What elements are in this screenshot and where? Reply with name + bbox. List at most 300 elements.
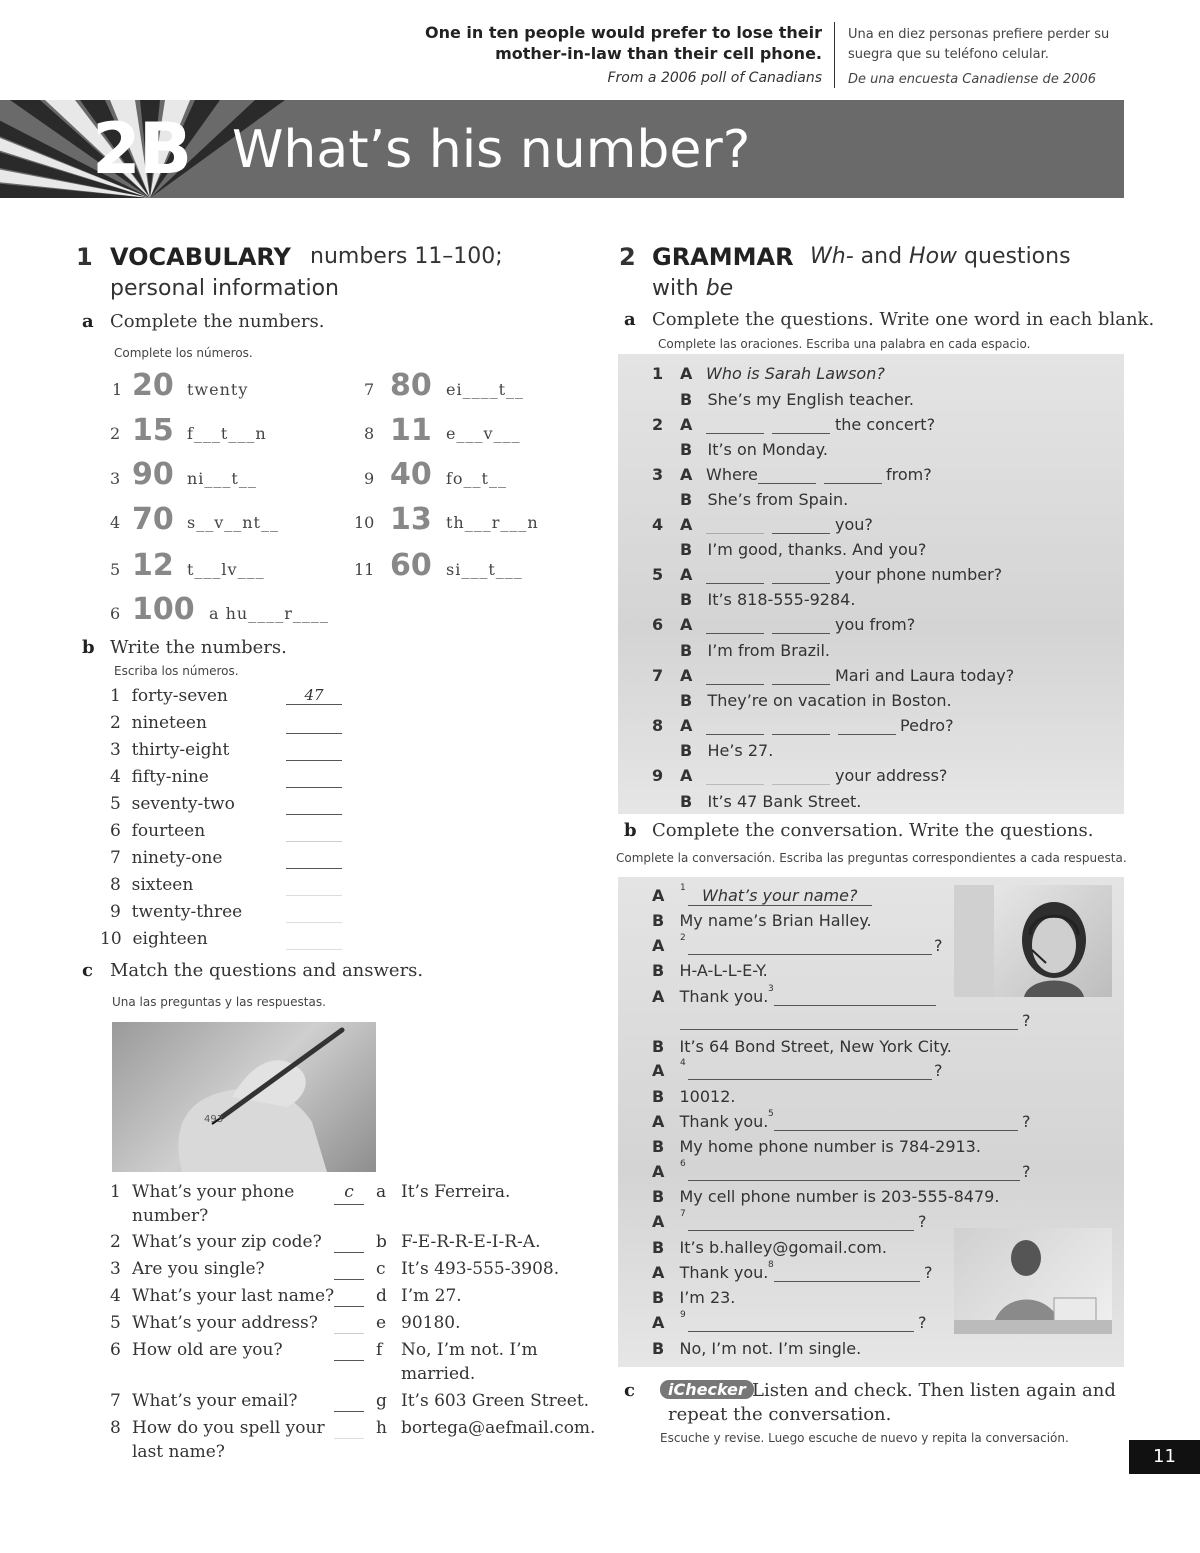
answer-letter: h <box>376 1418 387 1438</box>
number-word-blank[interactable]: th___r___n <box>446 513 539 532</box>
woman-illustration <box>954 885 1112 997</box>
word-row <box>110 713 350 733</box>
answer-text: It’s Ferreira. <box>401 1182 511 1202</box>
number-word: nineteen <box>131 713 207 733</box>
instruction-es: Escriba los números. <box>114 664 239 678</box>
question-mark: ? <box>1022 1011 1031 1030</box>
question-mark: ? <box>1022 1112 1031 1131</box>
conversation-line <box>652 1310 952 1332</box>
answer-blank[interactable] <box>286 713 342 734</box>
answer-blank[interactable] <box>334 1284 364 1307</box>
answer-blank[interactable] <box>334 1416 364 1439</box>
conversation-text: I’m 23. <box>679 1288 736 1307</box>
instruction-es: Complete los números. <box>114 346 253 360</box>
question-mark: ? <box>934 936 943 955</box>
number-word: fifty-nine <box>131 767 209 787</box>
speaker-b: B <box>652 911 665 930</box>
answer-text: I’m good, thanks. And you? <box>707 540 927 559</box>
item-number: 9 <box>652 766 664 785</box>
answer-blank[interactable]: c <box>334 1180 364 1205</box>
question-mark: ? <box>918 1212 927 1231</box>
number-word-blank[interactable]: ni___t__ <box>187 469 257 488</box>
speaker-a: A <box>652 1212 665 1231</box>
speaker-b: B <box>652 1288 665 1307</box>
item-number: 9 <box>110 902 121 922</box>
number-word-blank[interactable]: e___v___ <box>446 424 521 443</box>
item-number: 5 <box>110 560 121 579</box>
answer-text: She’s my English teacher. <box>707 390 915 409</box>
question-text: from? <box>886 465 932 484</box>
speaker-b: B <box>680 741 693 760</box>
question-text: number? <box>132 1206 209 1226</box>
conversation-line <box>652 1087 735 1106</box>
conversation-line <box>652 1288 735 1307</box>
conversation-text: Thank you. <box>679 1263 769 1282</box>
section-heading: VOCABULARY <box>110 243 291 271</box>
answer-letter: d <box>376 1286 387 1306</box>
how-word: How <box>909 244 958 269</box>
quote-line-2: mother-in-law than their cell phone. <box>495 44 822 63</box>
item-number: 7 <box>110 1391 121 1411</box>
item-number: 9 <box>364 469 375 488</box>
number-word: thirty-eight <box>131 740 230 760</box>
big-number: 60 <box>390 548 432 583</box>
answer-letter: b <box>376 1232 387 1252</box>
conversation-line <box>652 1209 952 1231</box>
speaker-b: B <box>680 641 693 660</box>
question-text: your phone number? <box>835 565 1003 584</box>
big-number: 15 <box>132 413 174 448</box>
answer-blank[interactable] <box>680 1011 1018 1030</box>
answer-line-8 <box>680 741 773 760</box>
big-number: 70 <box>132 502 174 537</box>
question-text: Pedro? <box>900 716 954 735</box>
question-item-8 <box>652 716 1112 735</box>
big-number: 100 <box>132 592 195 627</box>
conversation-text: Thank you. <box>679 1112 769 1131</box>
number-word-blank[interactable]: a hu____r____ <box>209 604 329 623</box>
speaker-a: A <box>652 1112 665 1131</box>
word-row <box>110 821 350 841</box>
answer-letter: f <box>376 1340 383 1360</box>
answer-blank[interactable] <box>286 767 342 788</box>
item-number: 5 <box>652 565 664 584</box>
page-number: 11 <box>1129 1440 1200 1474</box>
answer-blank[interactable] <box>688 1212 914 1231</box>
item-number: 3 <box>110 469 121 488</box>
answer-blank[interactable] <box>334 1230 364 1253</box>
answer-text: She’s from Spain. <box>707 490 849 509</box>
answer-line-5 <box>680 590 855 609</box>
speaker-b: B <box>680 691 693 710</box>
number-word-blank[interactable]: f___t___n <box>187 424 267 443</box>
question-item-6 <box>652 615 1112 634</box>
line-number: 7 <box>680 1209 686 1219</box>
step-letter: c <box>82 960 93 981</box>
item-number: 8 <box>364 424 375 443</box>
instruction-es: Una las preguntas y las respuestas. <box>112 995 326 1009</box>
question-item-2 <box>652 415 1112 434</box>
item-number: 8 <box>110 1418 121 1438</box>
word-row <box>110 767 350 787</box>
question-item-5 <box>652 565 1112 584</box>
number-word: twenty <box>187 380 249 399</box>
section-subheading-2 <box>652 276 733 301</box>
quote-line-1: One in ten people would prefer to lose their <box>424 23 822 42</box>
big-number: 80 <box>390 368 432 403</box>
speaker-a: A <box>652 886 665 905</box>
svg-text:493: 493 <box>204 1114 224 1125</box>
answer-text: He’s 27. <box>707 741 774 760</box>
question-text: Mari and Laura today? <box>835 666 1015 685</box>
question-item-1 <box>652 364 1112 383</box>
woman-headset-photo <box>954 885 1112 997</box>
section-number: 1 <box>76 243 93 271</box>
big-number: 20 <box>132 368 174 403</box>
number-word-blank[interactable]: t___lv___ <box>187 560 265 579</box>
ichecker-badge[interactable] <box>660 1380 754 1399</box>
item-number: 7 <box>652 666 664 685</box>
answer-blank[interactable] <box>688 1313 914 1332</box>
instruction: Complete the questions. Write one word in each blank. <box>652 309 1155 330</box>
speaker-a: A <box>652 1263 665 1282</box>
answer-blank[interactable] <box>286 821 342 842</box>
question-item-4 <box>652 515 1112 534</box>
blank-field[interactable] <box>772 716 830 735</box>
wh-word: Wh- <box>810 244 854 269</box>
blank-field[interactable] <box>706 716 764 735</box>
word-row <box>110 875 350 895</box>
big-number: 40 <box>390 457 432 492</box>
answer-text: No, I’m not. I’m <box>401 1340 538 1360</box>
number-word-blank[interactable]: si___t___ <box>446 560 523 579</box>
blank-field[interactable] <box>706 615 764 634</box>
answer-text: bortega@aefmail.com. <box>401 1418 596 1438</box>
conversation-line <box>652 911 872 930</box>
blank-field[interactable] <box>772 515 830 534</box>
question-word: Where <box>706 465 758 484</box>
instruction-2: repeat the conversation. <box>668 1404 892 1425</box>
instruction: Complete the conversation. Write the questions. <box>652 820 1094 841</box>
conversation-text: H-A-L-L-E-Y. <box>679 961 768 980</box>
answer-text: married. <box>401 1364 476 1384</box>
question-text[interactable]: Who is Sarah Lawson? <box>706 364 885 383</box>
speaker-b: B <box>652 1037 665 1056</box>
answer-blank[interactable] <box>334 1338 364 1361</box>
question-text: you from? <box>835 615 916 634</box>
answer-blank[interactable] <box>688 1162 1020 1181</box>
blank-field[interactable] <box>772 666 830 685</box>
question-text: last name? <box>132 1442 225 1462</box>
answer-blank[interactable] <box>334 1311 364 1334</box>
step-letter: b <box>82 637 95 658</box>
item-number: 2 <box>110 1232 121 1252</box>
instruction: Listen and check. Then listen again and <box>752 1380 1116 1401</box>
item-number: 2 <box>110 424 121 443</box>
section-heading: GRAMMAR <box>652 243 794 271</box>
section-subheading-2: personal information <box>110 276 339 301</box>
answer-text: 90180. <box>401 1313 461 1333</box>
speaker-b: B <box>680 390 693 409</box>
speaker-a: A <box>680 666 693 685</box>
item-number: 6 <box>110 1340 121 1360</box>
item-number: 4 <box>110 1286 121 1306</box>
line-number: 4 <box>680 1058 686 1068</box>
conversation-line <box>652 1339 861 1358</box>
and-word: and <box>860 244 903 269</box>
speaker-b: B <box>680 792 693 811</box>
answer-text: F-E-R-R-E-I-R-A. <box>401 1232 541 1252</box>
question-mark: ? <box>918 1313 927 1332</box>
number-word: seventy-two <box>131 794 235 814</box>
number-word: eighteen <box>132 929 208 949</box>
number-word-blank[interactable]: s__v__nt__ <box>187 513 279 532</box>
step-letter: a <box>82 311 94 332</box>
question-text: your address? <box>835 766 948 785</box>
answer-line-7 <box>680 691 952 710</box>
item-number: 10 <box>354 513 375 532</box>
word-row <box>110 686 350 706</box>
step-letter: a <box>624 309 636 330</box>
speaker-a: A <box>680 415 693 434</box>
question-text: What’s your phone <box>132 1182 295 1202</box>
speaker-b: B <box>680 590 693 609</box>
conversation-text: My name’s Brian Halley. <box>679 911 872 930</box>
number-word: sixteen <box>131 875 194 895</box>
section-subheading <box>810 244 1071 269</box>
item-number: 4 <box>110 767 121 787</box>
question-text: How do you spell your <box>132 1418 325 1438</box>
speaker-b: B <box>652 1137 665 1156</box>
item-number: 3 <box>110 740 121 760</box>
blank-field[interactable] <box>706 415 764 434</box>
conversation-text: 10012. <box>679 1087 736 1106</box>
speaker-b: B <box>652 1339 665 1358</box>
item-number: 11 <box>354 560 375 579</box>
item-number: 4 <box>110 513 121 532</box>
section-number: 2 <box>619 243 636 271</box>
step-letter: c <box>624 1380 635 1401</box>
line-number: 2 <box>680 933 686 943</box>
conversation-line <box>652 961 768 980</box>
blank-field[interactable] <box>706 565 764 584</box>
item-number: 2 <box>652 415 664 434</box>
blank-field[interactable] <box>772 766 830 785</box>
question-text: you? <box>835 515 873 534</box>
question-text: What’s your address? <box>132 1313 318 1333</box>
blank-field[interactable] <box>758 465 816 484</box>
quote-source-es: De una encuesta Canadiense de 2006 <box>848 72 1097 87</box>
question-item-7 <box>652 666 1112 685</box>
number-word: fourteen <box>131 821 206 841</box>
answer-text: It’s 47 Bank Street. <box>707 792 862 811</box>
answer-text: It’s 818-555-9284. <box>707 590 856 609</box>
speaker-b: B <box>652 1238 665 1257</box>
conversation-line <box>652 1187 999 1206</box>
word-row <box>110 794 350 814</box>
line-number: 1 <box>680 883 686 893</box>
blank-field[interactable] <box>772 565 830 584</box>
conversation-line <box>652 883 942 905</box>
question-text: the concert? <box>835 415 936 434</box>
line-number: 6 <box>680 1159 686 1169</box>
blank-field[interactable] <box>824 465 882 484</box>
answer-blank[interactable] <box>286 929 342 950</box>
answer-line-4 <box>680 540 926 559</box>
answer-blank[interactable] <box>286 875 342 896</box>
item-number: 6 <box>110 604 121 623</box>
conversation-line <box>652 1137 981 1156</box>
item-number: 1 <box>110 686 121 706</box>
question-item-9 <box>652 766 1112 785</box>
word-row <box>110 848 350 868</box>
ichecker-label: iChecker <box>660 1380 754 1399</box>
instruction-es: Complete las oraciones. Escriba una palabra en cada espacio. <box>658 337 1031 351</box>
answer-blank[interactable] <box>286 740 342 761</box>
conversation-text: Thank you. <box>679 987 769 1006</box>
line-number: 8 <box>768 1260 774 1270</box>
blank-field[interactable] <box>772 615 830 634</box>
answer-blank[interactable] <box>334 1389 364 1412</box>
speaker-b: B <box>680 490 693 509</box>
item-number: 3 <box>110 1259 121 1279</box>
item-number: 1 <box>652 364 664 383</box>
item-number: 7 <box>364 380 375 399</box>
item-number: 5 <box>110 794 121 814</box>
conversation-text: It’s b.halley@gomail.com. <box>679 1238 887 1257</box>
answer-blank[interactable] <box>286 794 342 815</box>
quote-es-line-2: suegra que su teléfono celular. <box>848 47 1049 62</box>
conversation-line <box>652 1109 1052 1131</box>
question-text: What’s your email? <box>132 1391 298 1411</box>
man-illustration <box>954 1228 1112 1334</box>
answer-text: It’s 493-555-3908. <box>401 1259 560 1279</box>
instruction-es: Escuche y revise. Luego escuche de nuevo y repita la conversación. <box>660 1431 1069 1445</box>
speaker-b: B <box>652 961 665 980</box>
answer-blank[interactable] <box>688 936 932 955</box>
item-number: 6 <box>110 821 121 841</box>
blank-field[interactable] <box>706 766 764 785</box>
item-number: 3 <box>652 465 664 484</box>
big-number: 11 <box>390 413 432 448</box>
answer-blank[interactable] <box>774 1112 1018 1131</box>
answer-letter: a <box>376 1182 387 1202</box>
question-mark: ? <box>934 1061 943 1080</box>
speaker-a: A <box>652 936 665 955</box>
speaker-a: A <box>680 515 693 534</box>
answer-letter: e <box>376 1313 387 1333</box>
conversation-text: It’s 64 Bond Street, New York City. <box>679 1037 952 1056</box>
speaker-b: B <box>652 1087 665 1106</box>
man-phone-photo <box>954 1228 1112 1334</box>
big-number: 13 <box>390 502 432 537</box>
conversation-line <box>652 1037 952 1056</box>
number-word-blank[interactable]: fo__t__ <box>446 469 507 488</box>
quote-source: From a 2006 poll of Canadians <box>607 70 822 86</box>
blank-field[interactable] <box>706 666 764 685</box>
conversation-line <box>652 1260 952 1282</box>
number-word: forty-seven <box>131 686 228 706</box>
blank-field[interactable] <box>706 515 764 534</box>
answer-blank[interactable] <box>688 1061 932 1080</box>
item-number: 5 <box>110 1313 121 1333</box>
page-title: What’s his number? <box>232 120 751 180</box>
blank-field[interactable] <box>838 716 896 735</box>
answer-text: I’m 27. <box>401 1286 462 1306</box>
item-number: 1 <box>110 1182 121 1202</box>
speaker-a: A <box>680 716 693 735</box>
answer-blank[interactable] <box>334 1257 364 1280</box>
conversation-text: No, I’m not. I’m single. <box>679 1339 862 1358</box>
word-row <box>100 929 350 949</box>
item-number: 8 <box>110 875 121 895</box>
number-word: twenty-three <box>131 902 243 922</box>
instruction: Write the numbers. <box>110 637 287 658</box>
item-number: 2 <box>110 713 121 733</box>
answer-blank[interactable] <box>286 902 342 923</box>
questions-word: questions <box>964 244 1071 269</box>
item-number: 8 <box>652 716 664 735</box>
instruction-es: Complete la conversación. Escriba las preguntas correspondientes a cada respuesta. <box>616 851 1127 865</box>
speaker-b: B <box>652 1187 665 1206</box>
item-number: 4 <box>652 515 664 534</box>
word-row <box>110 902 350 922</box>
question-text: Are you single? <box>132 1259 265 1279</box>
answer-letter: c <box>376 1259 386 1279</box>
answer-line-1 <box>680 390 914 409</box>
big-number: 90 <box>132 457 174 492</box>
line-number: 5 <box>768 1109 774 1119</box>
answer-text: It’s on Monday. <box>707 440 828 459</box>
answer-line-2 <box>680 440 828 459</box>
conversation-line <box>652 1238 887 1257</box>
question-text: What’s your last name? <box>132 1286 335 1306</box>
item-number: 7 <box>110 848 121 868</box>
unit-label: 2B <box>92 108 191 190</box>
answer-blank[interactable]: 47 <box>286 686 342 705</box>
answer-line-3 <box>680 490 848 509</box>
quote-es-line-1: Una en diez personas prefiere perder su <box>848 27 1110 42</box>
answer-blank[interactable]: What’s your name? <box>688 886 872 906</box>
speaker-a: A <box>680 465 693 484</box>
answer-line-6 <box>680 641 830 660</box>
speaker-a: A <box>680 565 693 584</box>
answer-text: They’re on vacation in Boston. <box>707 691 952 710</box>
answer-blank[interactable] <box>286 848 342 869</box>
item-number: 10 <box>100 929 122 949</box>
question-item-3 <box>652 465 1112 484</box>
be-word: be <box>705 276 734 301</box>
answer-text: I’m from Brazil. <box>707 641 830 660</box>
instruction: Complete the numbers. <box>110 311 325 332</box>
section-subheading: numbers 11–100; <box>310 244 503 269</box>
with-word: with <box>652 276 699 301</box>
number-word: ninety-one <box>131 848 223 868</box>
speaker-a: A <box>652 1313 665 1332</box>
number-word-blank[interactable]: ei____t__ <box>446 380 525 399</box>
question-text: What’s your zip code? <box>132 1232 322 1252</box>
answer-blank[interactable] <box>774 1263 920 1282</box>
item-number: 6 <box>652 615 664 634</box>
question-mark: ? <box>1022 1162 1031 1181</box>
line-number: 9 <box>680 1310 686 1320</box>
answer-line-9 <box>680 792 861 811</box>
answer-blank[interactable] <box>774 987 936 1006</box>
speaker-a: A <box>680 615 693 634</box>
conversation-text: My home phone number is 784-2913. <box>679 1137 981 1156</box>
blank-field[interactable] <box>772 415 830 434</box>
speaker-b: B <box>680 440 693 459</box>
